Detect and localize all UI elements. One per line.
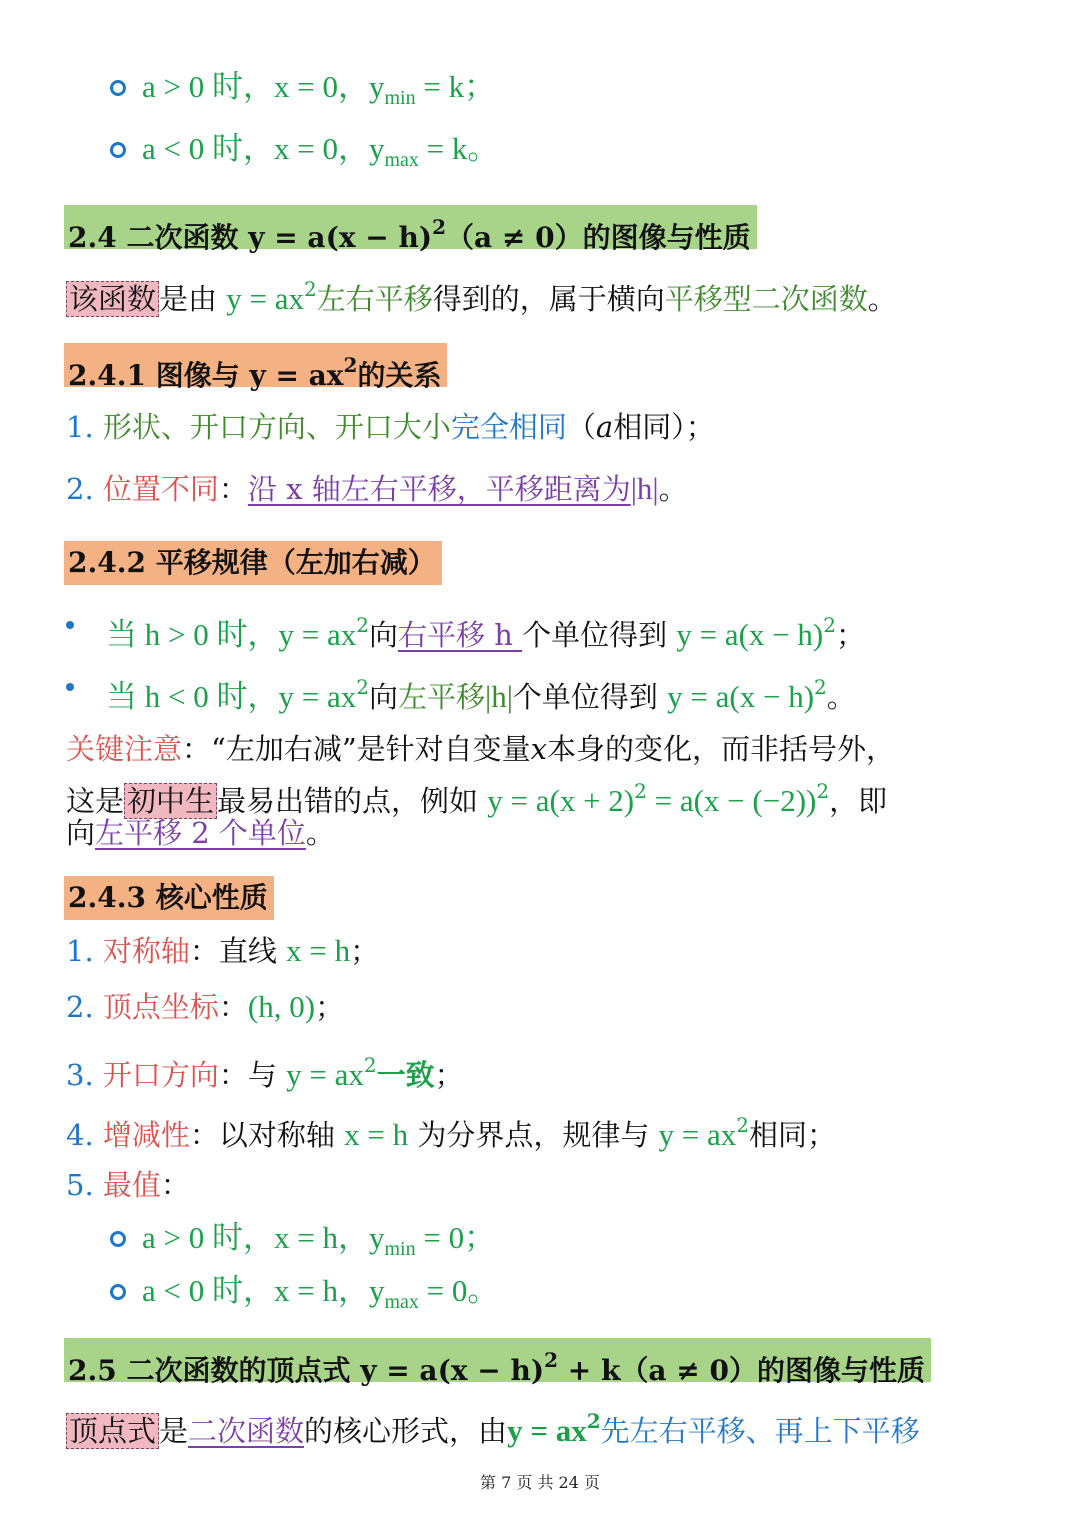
section-heading-2-4-1: 2.4.1 图像与 $y = ax^2$的关系 xyxy=(64,343,447,387)
section-heading-2-4-2: 2.4.2 平移规律（左加右减） xyxy=(64,541,442,585)
extremum-a-neg: a < 0 时，x = h，$y_{max} = 0$。 xyxy=(142,1273,499,1313)
section-heading-2-5: 2.5 二次函数的顶点式 $y = a(x - h)^2 + k(a \ne 0)$的图像与性质 xyxy=(64,1338,931,1382)
relation-item-2: 2. 位置不同：沿 x 轴左右平移，平移距离为|h|。 xyxy=(66,471,688,506)
key-note-line-2: 这是 初中生 最易出错的点，例如 $y = a(x + 2)^2 = a(x - (-2))^2$，即 xyxy=(66,779,888,818)
circle-bullet-icon xyxy=(110,142,126,158)
bullet-dot-icon xyxy=(66,683,74,691)
highlight-term: 初中生 xyxy=(124,783,217,819)
highlight-term: 该函数 xyxy=(66,281,159,317)
minmax-line-a-neg: a < 0 时，x = 0，$y_{max} = k$。 xyxy=(142,131,499,171)
section-2-4-intro: 该函数 是由 $y = ax^2$左右平移得到的，属于横向平移型二次函数。 xyxy=(66,270,897,318)
property-vertex: 2. 顶点坐标：(h, 0)； xyxy=(66,989,345,1024)
section-2-5-intro: 顶点式 是二次函数的核心形式，由$y = ax^2$先左右平移、再上下平移 xyxy=(66,1402,920,1450)
section-heading-2-4-3: 2.4.3 核心性质 xyxy=(64,876,274,920)
property-extremum: 5. 最值： xyxy=(66,1168,190,1202)
shift-rule-left: 当 h < 0 时，$y = ax^2$向左平移|h|个单位得到 $y = a(x - h)^2$。 xyxy=(106,675,856,714)
circle-bullet-icon xyxy=(110,80,126,96)
page-footer: 第 7 页 共 24 页 xyxy=(480,1473,600,1492)
property-monotonicity: 4. 增减性：以对称轴 x = h 为分界点，规律与 $y = ax^2$相同； xyxy=(66,1113,837,1152)
section-heading-2-4: 2.4 二次函数 $y = a(x - h)^2(a \ne 0)$的图像与性质 xyxy=(64,205,757,249)
property-axis: 1. 对称轴：直线 x = h； xyxy=(66,933,380,968)
minmax-line-a-pos: a > 0 时，x = 0，$y_{min} = k$； xyxy=(142,69,496,109)
relation-item-1: 1. 形状、开口方向、开口大小完全相同（𝑎相同）； xyxy=(66,410,715,444)
highlight-term: 顶点式 xyxy=(66,1413,159,1449)
extremum-a-pos: a > 0 时，x = h，$y_{min} = 0$； xyxy=(142,1220,496,1260)
shift-rule-right: 当 h > 0 时，$y = ax^2$向右平移 h 个单位得到 $y = a(x - h)^2$； xyxy=(106,613,865,652)
circle-bullet-icon xyxy=(110,1284,126,1300)
key-note-line-3: 向左平移 2 个单位。 xyxy=(66,816,335,850)
key-note-line-1: 关键注意：“左加右减”是针对自变量𝑥本身的变化，而非括号外， xyxy=(66,732,896,766)
bullet-dot-icon xyxy=(66,621,74,629)
circle-bullet-icon xyxy=(110,1231,126,1247)
property-opening: 3. 开口方向：与 $y = ax^2$一致； xyxy=(66,1053,464,1092)
